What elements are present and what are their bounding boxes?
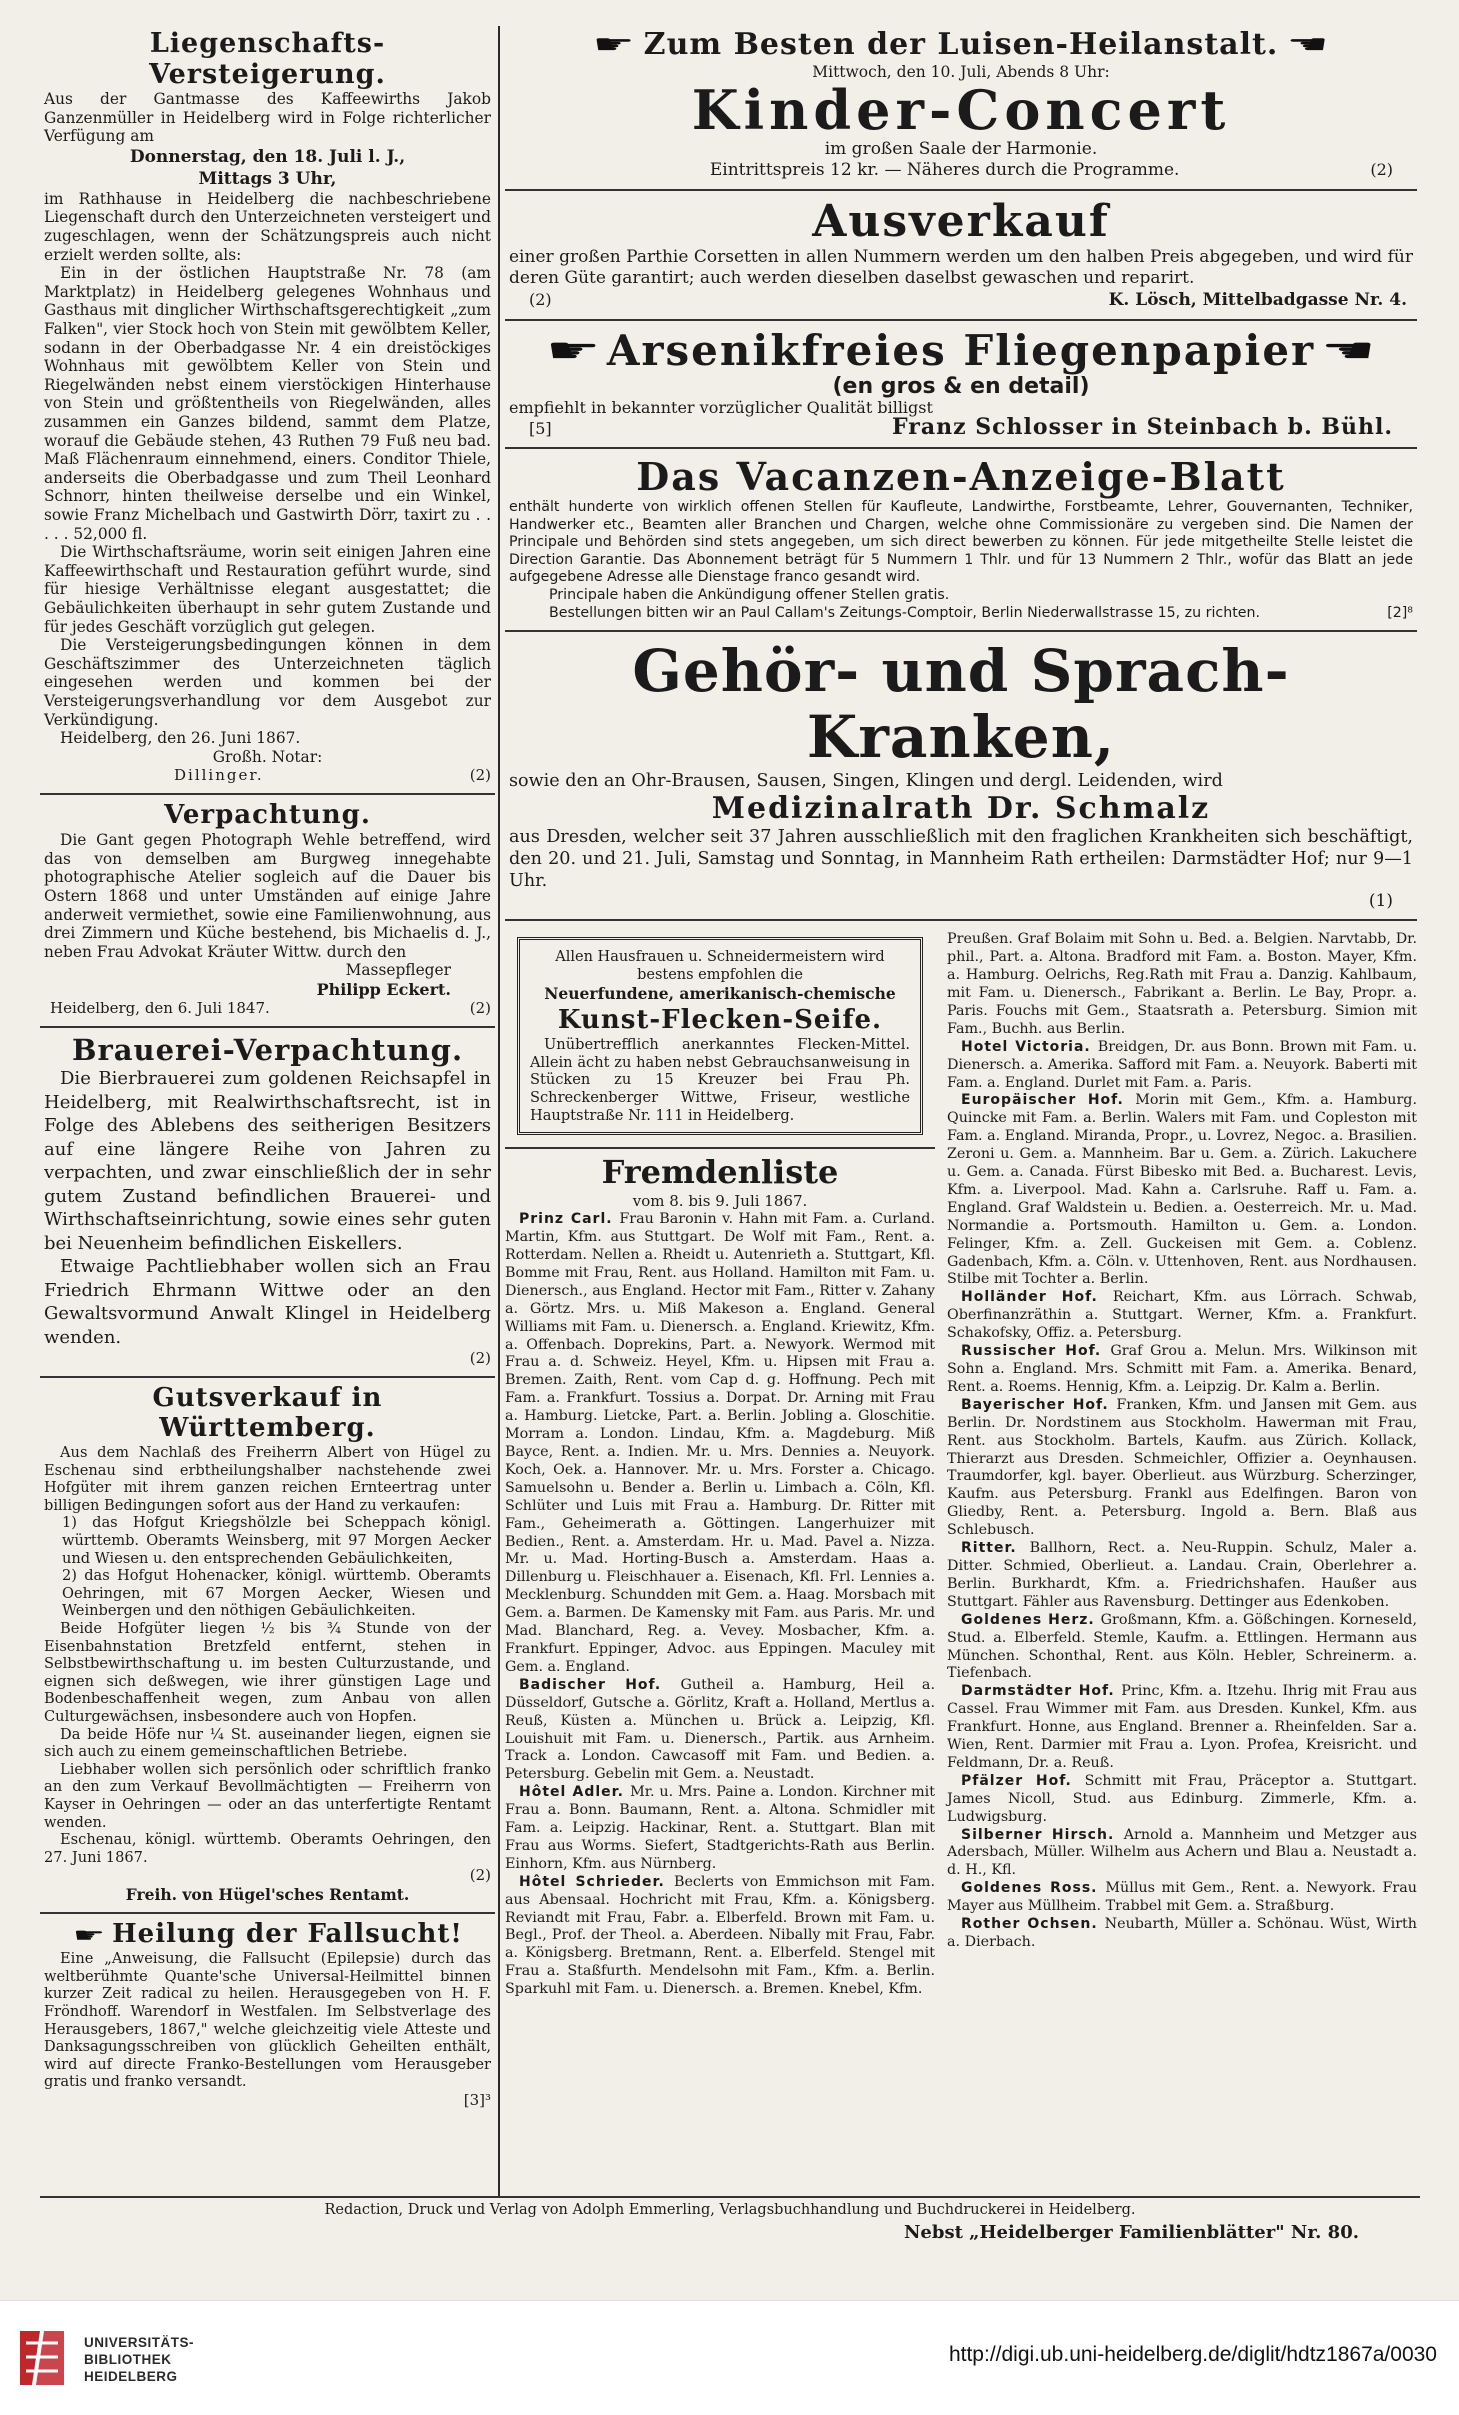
ad-text: einer großen Parthie Corsetten in allen Nummern werden um den halben Preis abgegeben, und wird für deren Güte garantirt; auch werden dieselben daselbst gewaschen und reparirt.: [509, 246, 1413, 288]
ad-signer: Philipp Eckert.: [316, 979, 451, 999]
hotel-name: Bayerischer Hof.: [961, 1396, 1117, 1413]
fremdenliste-entry: [947, 1039, 1417, 1093]
fremdenliste-entry: [947, 1773, 1417, 1827]
fremdenliste-entry: [505, 1874, 935, 1999]
guest-list-text: Princ, Kfm. a. Itzehu. Ihrig mit Frau aus Cassel. Frau Wimmer mit Fam. aus Dresden. Kunkel, Kfm. aus Frankfurt. Honne, aus England. Brenner a. Rheinfelden. Sar a. Wien, Rent. Darmier mit Frau a. Lyon. Profea, Kreisricht. und Feldmann, Dr. a. Reuß.: [947, 1683, 1417, 1771]
ad-verpachtung: [40, 795, 495, 1028]
ad-when: Mittwoch, den 10. Juli, Abends 8 Uhr:: [812, 62, 1110, 81]
pointing-hand-icon: ☛: [546, 330, 602, 371]
ad-vacanzen: [505, 449, 1417, 632]
ad-subtitle: Neuerfundene, amerikanisch-chemische: [544, 984, 896, 1004]
ad-ref: [5]: [529, 419, 552, 439]
ad-signer: K. Lösch, Mittelbadgasse Nr. 4.: [1108, 289, 1407, 310]
fremdenliste-entry: [947, 1683, 1417, 1773]
guest-list-text: Frau Baronin v. Hahn mit Fam. a. Curland. Martin, Kfm. aus Stuttgart. De Wolf mit Fam., Rent. a. Rotterdam. Nellen a. Rheidt u. Autenrieth a. Stuttgart, Kfl. Bomme mit Frau, Rent. aus Holland. Hamilton mit Fam. u. Dienersch., aus England. Hector mit Fam., Ritter v. Zahany a. Görtz. Mrs. u. Miß Makeson a. England. General Williams mit Fam. u. Dienersch. a. England. Kriewitz, Kfm. a. Offenbach. Doprekins, Part. a. Newyork. Wermod mit Frau a. d. Schweiz. Heyel, Kfm. u. Hipsen mit Frau a. Bremen. Zaith, Rent. vom Cap d. g. Hoffnung. Pech mit Fam. a. Frankfurt. Tossius a. Dorpat. Dr. Arning mit Frau a. Hamburg. Lietcke, Part. a. Berlin. Jobling a. Gloschitie. Morram a. London. Lindau, Kfm. a. Magdeburg. Miß Bayce, Rent. a. Indien. Mr. u. Mrs. Dennies a. Neuyork. Koch, Oek. a. Hannover. Mr. u. Mrs. Forster a. Chicago. Samuelsohn u. Bender a. Berlin u. Limbach a. Cöln, Kfl. Schlüter und Luis mit Frau a. Hamburg. Dr. Ritter mit Fam., Geheimerath a. Göttingen. Langerhuizer mit Bedien., Rent. a. Amsterdam. Hr. u. Mad. Pavel a. Nizza. Mr. u. Mad. Horting-Busch a. Amsterdam. Haas a. Dillenburg u. Fleischhauer a. Eisenach, Kfl. Frl. Lennies a. Mecklenburg. Schundden mit Gem. a. Haag. Morsbach mit Gem. a. Barmen. De Kamensky mit Fam. aus Paris. Mr. und Mad. Blanchard, Reg. a. Vevey. Mosbacher, Kfm. a. Frankfurt. Eppinger, Advoc. aus Eppingen. Maculey mit Gem. a. England.: [505, 1211, 935, 1675]
ad-place-date: Heidelberg, den 26. Juni 1867.: [60, 729, 301, 748]
hotel-name: Europäischer Hof.: [961, 1092, 1136, 1109]
hotel-name: Hôtel Adler.: [519, 1784, 631, 1801]
ad-title: Heilung der Fallsucht!: [112, 1919, 463, 1950]
right-column: [505, 22, 1417, 2192]
ad-place-date: Eschenau, königl. württemb. Oberamts Oehringen, den 27. Juni 1867.: [44, 1831, 491, 1866]
hotel-name: Silberner Hirsch.: [961, 1826, 1124, 1843]
guest-list-text: Schmitt mit Frau, Präceptor a. Stuttgart. James Nicoll, Stud. aus Edinburg. Zimmerle, Kfm. a. Ludwigsburg.: [947, 1772, 1417, 1825]
ad-text: Die Wirthschaftsräume, worin seit einigen Jahren eine Kaffeewirthschaft und Restauration geführt wurde, sind für hiesige Verhältnisse elegant ausgestattet; die Gebäulichkeiten überhaupt in sehr gutem Zustande und für jedes Geschäft vorzüglich gut gelegen.: [44, 543, 491, 636]
fremdenliste-col1: [505, 1211, 935, 1999]
ad-text: Da beide Höfe nur ¼ St. auseinander liegen, eignen sie sich auch zu einem gemeinschaftlichen Betriebe.: [44, 1725, 491, 1761]
guest-list-text: Franken, Kfm. und Jansen mit Gem. aus Berlin. Dr. Nordstinem aus Stockholm. Hawerman mit Frau, Rent. aus Stockholm. Bartels, Kaufm. aus Zürich. Kollack, Thierarzt aus Dresden. Schmeichler, Offizier a. Oeynhausen. Traumdorfer, kgl. bayer. Oberlieut. aus Würzburg. Scherzinger, Kaufm. aus Petersburg. Frankl aus Edelfingen. Baron von Gliedby, Rent. a. Petersburg. Ingold a. Bern. Blaß aus Schlebusch.: [947, 1396, 1417, 1539]
fremdenliste-col2: [947, 931, 1417, 1999]
ad-title: Kunst-Flecken-Seife.: [557, 1005, 883, 1036]
ad-title: Gehör- und Sprach-Kranken,: [632, 637, 1290, 772]
ad-ref: (2): [529, 289, 552, 309]
supplement-note: Nebst „Heidelberger Familienblätter" Nr. 80.: [903, 2222, 1359, 2243]
ad-date: Donnerstag, den 18. Juli l. J.,: [129, 146, 406, 167]
ad-text: empfiehlt in bekannter vorzüglicher Qualität billigst: [509, 397, 933, 417]
fremdenliste-entry: [505, 1677, 935, 1784]
ad-ref: (2): [1370, 159, 1393, 179]
fremdenliste-entry: [947, 1916, 1417, 1952]
ad-text: Die Gant gegen Photograph Wehle betreffend, wird das von demselben am Burgweg innegehabte photographische Atelier sogleich auf die Dauer bis Ostern 1868 und unter Umständen auf einige Jahre anderweit vermiethet, sowie eine Familienwohnung, aus drei Zimmern und Küche bestehend, bis Michaelis d. J., neben Frau Advokat Kräuter Wittw. durch den: [44, 831, 491, 961]
hotel-name: Russischer Hof.: [961, 1343, 1111, 1360]
ad-price: Eintrittspreis 12 kr. — Näheres durch die Programme.: [709, 159, 1180, 180]
guest-list-text: Müllus mit Gem., Rent. a. Newyork. Frau Mayer aus Müllheim. Trabbel mit Gem. a. Straßburg.: [947, 1880, 1417, 1915]
ad-ref: (1): [1368, 891, 1393, 912]
hotel-name: Rother Ochsen.: [961, 1916, 1105, 1933]
logo-line: HEIDELBERG: [84, 2368, 178, 2384]
left-column: [40, 22, 495, 2192]
ad-fallsucht: [40, 1914, 495, 2118]
ad-ref: [3]³: [463, 2090, 491, 2109]
ad-ref: (2): [469, 1349, 491, 1368]
ub-heidelberg-logo[interactable]: [14, 2323, 194, 2395]
imprint: Redaction, Druck und Verlag von Adolph Emmerling, Verlagsbuchhandlung und Buchdruckerei in Heidelberg.: [40, 2196, 1420, 2219]
ad-text: enthält hunderte von wirklich offenen Stellen für Kaufleute, Landwirthe, Forstbeamte, Lehrer, Gouvernanten, Techniker, Handwerker etc., Beamten aller Branchen und Chargen, welche ohne Commissionäre zu vergeben sind. Die Namen der Principale und Behörden sind stets angegeben, um sich direct bewerben zu können. Für jede mitgetheilte Stelle leistet die Direction Garantie. Das Abonnement beträgt für 5 Nummern 1 Thlr. und für 13 Nummern 2 Thlr., wofür das Blatt an jede aufgegebene Adresse alle Dienstage franco gesandt wird.: [509, 499, 1413, 586]
ad-title: Gutsverkauf in Württemberg.: [152, 1383, 383, 1444]
guest-list-text: Ballhorn, Rect. a. Neu-Ruppin. Schulz, Maler a. Ditter. Schmied, Oberlieut. a. Landau. Crain, Oberlehrer a. Berlin. Burkhardt, Kfm. a. Friedrichshafen. Haußer aus Stuttgart. Fähler aus Ravensburg. Dettinger aus Edenkoben.: [947, 1540, 1417, 1610]
pointing-hand-icon: ☛: [593, 30, 635, 61]
ad-text: Liebhaber wollen sich persönlich oder schriftlich franko an den zum Verkauf Bevollmächtigten — Freiherrn von Kayser in Oehringen — oder an das unterfertigte Rentamt wenden.: [44, 1760, 491, 1831]
ad-office: Großh. Notar:: [212, 747, 323, 766]
guest-list-text: Preußen. Graf Bolaim mit Sohn u. Bed. a. Belgien. Narvtabb, Dr. phil., Part. a. Altona. Bradford mit Fam. a. Boston. Mayer, Kfm. a. Hamburg. Oelrichs, Reg.Rath mit Frau a. Danzig. Kahlbaum, mit Fam. u. Dienersch., Fabrikant a. Berlin. Le Bay, Propr. a. Paris. Fouchs mit Gem., Staatsrath a. Petersburg. Simion mit Fam., Buchh. aus Berlin.: [947, 931, 1417, 1037]
guest-list-text: Großmann, Kfm. a. Gößchingen. Korneseld, Stud. a. Elberfeld. Stemle, Kaufm. a. Ettlingen. Hermann aus München. Schonthal, Rent. aus Köln. Hebler, Schreinerm. a. Tiefenbach.: [947, 1611, 1417, 1682]
ad-fliegenpapier: [505, 321, 1417, 450]
ad-liegenschaft: [40, 22, 495, 795]
ad-signer: Freih. von Hügel'sches Rentamt.: [125, 1885, 410, 1905]
fremdenliste-entry: [947, 1397, 1417, 1540]
hotel-name: Ritter.: [961, 1540, 1030, 1557]
ad-gutsverkauf: [40, 1378, 495, 1914]
ad-ausverkauf: [505, 191, 1417, 321]
pointing-hand-left-icon: ☚: [1287, 30, 1329, 61]
ad-role: Massepfleger: [345, 961, 451, 980]
pointing-hand-left-icon: ☚: [1320, 330, 1376, 371]
ad-header: Zum Besten der Luisen-Heilanstalt.: [643, 27, 1279, 62]
logo-line: BIBLIOTHEK: [84, 2351, 172, 2367]
column-divider: [498, 26, 500, 2196]
fremdenliste-date: vom 8. bis 9. Juli 1867.: [632, 1192, 808, 1211]
ad-ref: (2): [469, 766, 491, 785]
hotel-name: Hôtel Schrieder.: [519, 1873, 674, 1890]
ad-signer: Dillinger.: [174, 766, 264, 785]
ad-time: Mittags 3 Uhr,: [198, 168, 337, 189]
ad-list-item: 1) das Hofgut Kriegshölzle bei Scheppach königl. württemb. Oberamts Weinsberg, mit 97 Morgen Aecker und Wiesen u. den entsprechenden Gebäulichkeiten,: [62, 1514, 491, 1567]
viewer-bar: [0, 2300, 1459, 2415]
ad-ref: (2): [469, 1866, 491, 1885]
fremdenliste-entry: [505, 1211, 935, 1677]
ad-gehoer: [505, 632, 1417, 921]
ad-text: Die Versteigerungsbedingungen können in dem Geschäftszimmer des Unterzeichneten täglich eingesehen werden und kommen bei der Versteigerungsverhandlung vor dem Ausgebot zur Verkündigung.: [44, 636, 491, 729]
ad-text: Aus dem Nachlaß des Freiherrn Albert von Hügel zu Eschenau sind erbtheilungshalber nachstehende zwei Hofgüter mit ihrem ganzen reichen Ernteertrag unter billigen Bedingungen sofort aus der Hand zu verkaufen:: [44, 1444, 491, 1514]
hotel-name: Darmstädter Hof.: [961, 1683, 1122, 1700]
fremdenliste-entry: [947, 1880, 1417, 1916]
university-seal-icon: [14, 2323, 70, 2395]
ad-text: sowie den an Ohr-Brausen, Sausen, Singen, Klingen und dergl. Leidenden, wird: [509, 771, 1223, 792]
ad-flecken-seife: [517, 937, 923, 1135]
ad-kinder-concert: [505, 22, 1417, 191]
ad-ref: (2): [469, 998, 491, 1017]
guest-list-text: Breidgen, Dr. aus Bonn. Brown mit Fam. u. Dienersch. a. Amerika. Safford mit Fam. a. Neuyork. Baberti mit Fam. a. England. Durlet mit Fam. a. Paris.: [947, 1038, 1417, 1091]
ad-text: Etwaige Pachtliebhaber wollen sich an Frau Friedrich Ehrmann Wittwe oder an den Gewaltsvormund Anwalt Klingel in Heidelberg wenden.: [44, 1256, 491, 1348]
ad-doctor: Medizinalrath Dr. Schmalz: [711, 791, 1211, 827]
guest-list-text: Morin mit Gem., Kfm. a. Hamburg. Quincke mit Fam. a. Berlin. Walers mit Fam. und Copleston mit Fam. a. England. Miranda, Propr., u. Lovrez, Negoc. a. Brasilien. Zeroni u. Gem. a. Mannheim. Bar u. Gem. a. Zürich. Lakuchere u. Gem. a. Canada. Fürst Bibesko mit Bed. a. Bucharest. Levis, Kfm. a. Liverpool. Mad. Kahn a. Carlsruhe. Raff u. Fam. a. England. Graf Waldstein u. Bedien. a. Oesterreich. Mr. u. Mad. Normandie a. Portsmouth. Hamilton u. Gem. a. London. Felinger, Kfm. a. Zell. Guckeisen mit Gem. a. Coblenz. Gadenbach, Kfm. a. Cöln. v. Uttenhoven, Rent. aus Nordhausen. Stilbe mit Tochter a. Berlin.: [947, 1092, 1417, 1288]
ad-brauerei: [40, 1028, 495, 1378]
ad-title: Liegenschafts-Versteigerung.: [149, 28, 386, 91]
fremdenliste-entry: [947, 931, 1417, 1038]
ad-ref: [2]⁸: [1387, 604, 1413, 621]
fremdenliste-title: Fremdenliste: [505, 1147, 935, 1191]
hotel-name: Hotel Victoria.: [961, 1038, 1098, 1055]
ad-title: Das Vacanzen-Anzeige-Blatt: [636, 454, 1286, 500]
ad-title: Kinder-Concert: [691, 77, 1231, 142]
ad-text: Beide Hofgüter liegen ½ bis ¾ Stunde von der Eisenbahnstation Bretzfeld entfernt, stehen in Selbstbewirthschaftung u. im besten Culturzustande, und eignen sich deßwegen, wie ihrer günstigen Lage und Bodenbeschaffenheit wegen, zum Anbau von allen Culturgewächsen, insbesondere auch von Hopfen.: [44, 1619, 491, 1725]
ad-subtitle: (en gros & en detail): [832, 373, 1090, 399]
ad-signer: Franz Schlosser in Steinbach b. Bühl.: [892, 414, 1393, 441]
guest-list-text: Gutheil a. Hamburg, Heil a. Düsseldorf, Gutsche a. Görlitz, Kraft a. Holland, Mertlus a. Reuß, Küsten a. München u. Brück a. Leipzig, Kfl. Louishuit mit Fam. u. Dienersch., Partik. aus Arnheim. Track a. London. Cawcasoff mit Fam. und Bedien. a. Petersburg. Gebelin mit Gem. a. Neustadt.: [505, 1676, 935, 1783]
fremdenliste-entry: [947, 1289, 1417, 1343]
guest-list-text: Neubarth, Müller a. Schönau. Wüst, Wirth a. Dierbach.: [947, 1916, 1417, 1950]
ad-title: Verpachtung.: [164, 800, 371, 831]
ad-list-item: 2) das Hofgut Hohenacker, königl. württemb. Oberamts Oehringen, mit 67 Morgen Aecker, Wiesen und Weinbergen und den nöthigen Gebäulichkeiten.: [62, 1567, 491, 1620]
document-url-link[interactable]: http://digi.ub.uni-heidelberg.de/diglit/hdtz1867a/0030: [948, 2343, 1437, 2366]
guest-list-text: Graf Grou a. Melun. Mrs. Wilkinson mit Sohn a. England. Mrs. Schmitt mit Fam. a. Amerika. Benard, Rent. a. Roems. Hennig, Kfm. a. Leipzig. Dr. Kalm a. Berlin.: [947, 1343, 1417, 1395]
logo-line: UNIVERSITÄTS-: [84, 2334, 195, 2350]
ad-text: Bestellungen bitten wir an Paul Callam's Zeitungs-Comptoir, Berlin Niederwallstrasse 15, zu richten.: [549, 604, 1260, 621]
pointing-hand-icon: ☛: [72, 1923, 106, 1948]
hotel-name: Prinz Carl.: [519, 1211, 620, 1228]
guest-list-text: Mr. u. Mrs. Paine a. London. Kirchner mit Frau a. Bonn. Baumann, Rent. a. Altona. Schmidler mit Fam. a. Leipzig. Hackinar, Rent. a. Stuttgart. Blan mit Frau aus Worms. Siefert, Stadtgerichts-Rath aus Berlin. Einhorn, Kfm. aus Nürnberg.: [505, 1784, 935, 1872]
hotel-name: Goldenes Herz.: [961, 1611, 1101, 1628]
fremdenliste-entry: [947, 1612, 1417, 1684]
ad-title: Brauerei-Verpachtung.: [71, 1032, 464, 1067]
ad-title: Arsenikfreies Fliegenpapier: [606, 325, 1316, 375]
hotel-name: Badischer Hof.: [519, 1676, 681, 1693]
hotel-name: Holländer Hof.: [961, 1289, 1113, 1306]
ad-text: aus Dresden, welcher seit 37 Jahren ausschließlich mit den fraglichen Krankheiten sich beschäftigt, den 20. und 21. Juli, Samstag und Sonntag, in Mannheim Rath ertheilen: Darmstädter Hof; nur 9—1 Uhr.: [509, 827, 1413, 892]
ad-place-date: Heidelberg, den 6. Juli 1847.: [50, 998, 270, 1017]
ad-text: Aus der Gantmasse des Kaffeewirths Jakob Ganzenmüller in Heidelberg wird in Folge richterlicher Verfügung am: [44, 90, 491, 146]
ad-intro: Allen Hausfrauen u. Schneidermeistern wird bestens empfohlen die: [555, 949, 885, 984]
ad-text: Eine „Anweisung, die Fallsucht (Epilepsie) durch das weltberühmte Quante'sche Universal-Heilmittel binnen kurzer Zeit radical zu heilen. Herausgegeben von H. F. Fröndhoff. Warendorf in Westfalen. Im Selbstverlage des Herausgebers, 1867," welche gleichzeitig viele Atteste und Danksagungsschreiben von glücklich Geheilten enthält, wird auf directe Franko-Bestellungen vom Herausgeber gratis und franko versandt.: [44, 1950, 491, 2091]
ad-text: Unübertrefflich anerkanntes Flecken-Mittel. Allein ächt zu haben nebst Gebrauchsanweisung in Stücken zu 15 Kreuzer bei Frau Ph. Schreckenberger Wittwe, Friseur, westliche Hauptstraße Nr. 111 in Heidelberg.: [530, 1036, 910, 1124]
ad-where: im großen Saale der Harmonie.: [824, 138, 1098, 159]
guest-list-text: Beclerts von Emmichson mit Fam. aus Abensaal. Hochricht mit Frau, Kfm. a. Königsberg. Reviandt mit Frau, Fabr. a. Elberfeld. Brown mit Fam. u. Begl., Prof. der Theol. a. Aberdeen. Nibally mit Frau, Fabr. a. Königsberg. Bretmann, Rent. a. Elberfeld. Stengel mit Frau a. Staßfurth. Mendelsohn mit Fam., Kfm. a. Berlin. Sparkuhl mit Fam. u. Dienersch. a. Bremen. Knebel, Kfm.: [505, 1873, 936, 1998]
lower-right-left-col: [505, 931, 935, 1999]
fremdenliste-entry: [505, 1784, 935, 1874]
fremdenliste-entry: [947, 1540, 1417, 1612]
fremdenliste-entry: [947, 1343, 1417, 1397]
fremdenliste-entry: [947, 1827, 1417, 1881]
fremdenliste-entry: [947, 1092, 1417, 1289]
hotel-name: Pfälzer Hof.: [961, 1772, 1085, 1789]
ad-text: Die Bierbrauerei zum goldenen Reichsapfel in Heidelberg, mit Realwirthschaftsrecht, ist in Folge des Ablebens des seitherigen Besitzers auf eine längere Reihe von Jahren zu verpachten, und zwar einschließlich der in sehr gutem Zustand befindlichen Brauerei- und Wirthschaftseinrichtung, sowie eines sehr guten bei Neuenheim befindlichen Eiskellers.: [44, 1068, 491, 1254]
ad-text: im Rathhause in Heidelberg die nachbeschriebene Liegenschaft durch den Unterzeichneten versteigert und zugeschlagen, wenn der Schätzungspreis auch nicht erzielt werden sollte, als:: [44, 189, 491, 264]
guest-list-text: Arnold a. Mannheim und Metzger aus Adersbach, Müller. Wilhelm aus Achern und Blau a. Neustadt a. d. H., Kfl.: [947, 1826, 1417, 1879]
ad-title: Ausverkauf: [812, 195, 1110, 247]
hotel-name: Goldenes Ross.: [961, 1880, 1106, 1897]
ad-text: Principale haben die Ankündigung offener Stellen gratis.: [549, 587, 950, 604]
ad-text: Ein in der östlichen Hauptstraße Nr. 78 (am Marktplatz) in Heidelberg gelegenes Wohnhaus und Gasthaus mit dinglicher Wirthschaftsgerechtigkeit „zum Falken", vier Stock hoch von Stein mit gewölbtem Keller, sodann in der Oberbadgasse Nr. 4 ein dreistöckiges Wohnhaus mit gewölbtem Keller von Stein und Riegelwänden nebst einem vierstöckigen Hinterhause von Stein und größtentheils von Riegelwänden, alles zusammen ein Ganzes bildend, sammt dem Platze, worauf die Gebäude stehen, 43 Ruthen 79 Fuß neu bad. Maß Flächenraum einnehmend, einers. Conditor Thiele, anderseits die Oberbadgasse und zum Theil Leonhard Schnorr, hinten theilweise derselbe und ein Winkel, sowie Franz Michelbach und Gastwirth Dörr, taxirt zu . . . . . 52,000 fl.: [44, 264, 491, 543]
guest-list-text: Reichart, Kfm. aus Lörrach. Schwab, Oberfinanzräthin a. Stuttgart. Werner, Kfm. a. Frankfurt. Schakofsky, Offiz. a. Petersburg.: [947, 1289, 1417, 1342]
